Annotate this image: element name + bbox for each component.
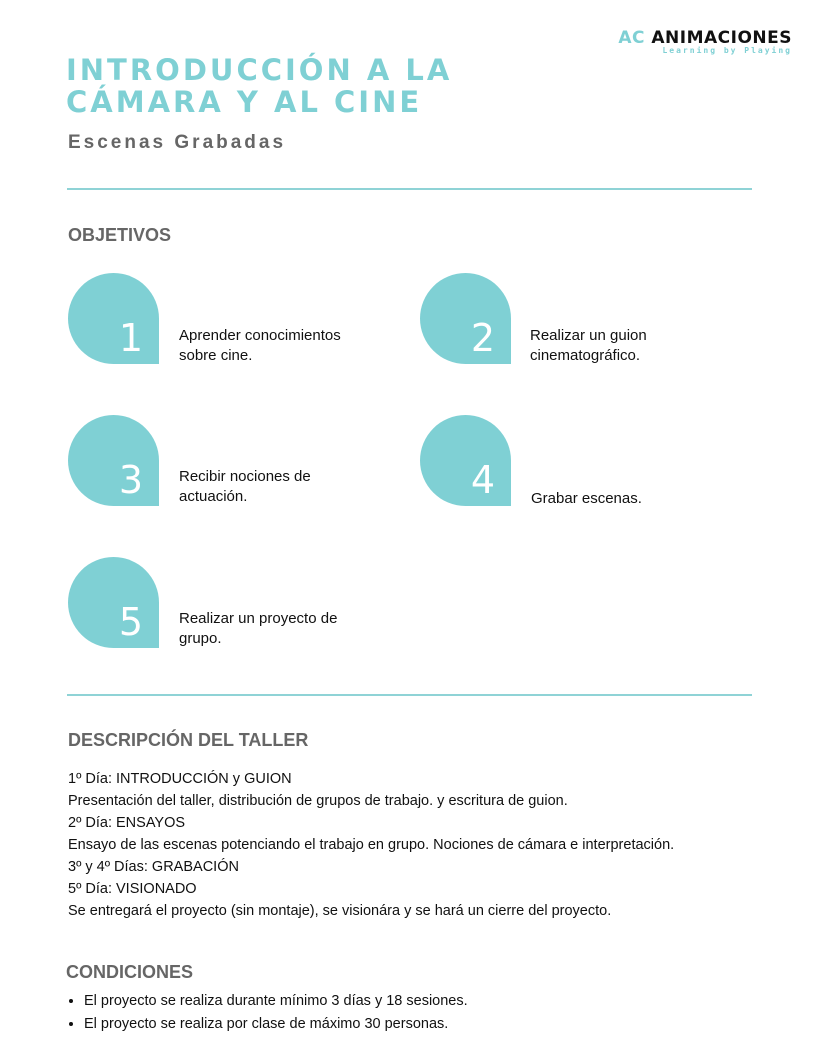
page-title xyxy=(66,54,452,118)
condition-item: • El proyecto se realiza por clase de máximo 30 personas. xyxy=(84,1013,468,1036)
description-line: 1º Día: INTRODUCCIÓN y GUION xyxy=(68,771,292,787)
objective-number: 4 xyxy=(470,458,495,502)
objective-text: Realizar un guion cinematográfico. xyxy=(530,327,647,364)
objective-number: 5 xyxy=(118,600,143,644)
number-drop-shape xyxy=(68,273,159,364)
description-heading: DESCRIPCIÓN DEL TALLER xyxy=(68,730,309,750)
number-drop-shape xyxy=(420,415,511,506)
objective-text: Realizar un proyecto de grupo. xyxy=(179,610,338,647)
conditions-list xyxy=(62,990,468,1036)
description-body xyxy=(68,768,754,922)
logo-name: ANIMACIONES xyxy=(651,28,792,48)
title-line-2: CÁMARA Y AL CINE xyxy=(66,85,423,119)
objective-number: 3 xyxy=(118,458,143,502)
page-subtitle: Escenas Grabadas xyxy=(68,132,287,153)
description-line: 5º Día: VISIONADO xyxy=(68,881,197,897)
description-line: 3º y 4º Días: GRABACIÓN xyxy=(68,859,239,875)
description-line: Presentación del taller, distribución de grupos de trabajo. y escritura de guion. xyxy=(68,793,568,809)
objective-text: Grabar escenas. xyxy=(531,490,642,507)
objective-number: 1 xyxy=(118,316,143,360)
logo-prefix: AC xyxy=(618,28,645,48)
objective-text: Recibir nociones de actuación. xyxy=(179,468,311,505)
conditions-heading: CONDICIONES xyxy=(66,962,194,982)
brand-logo xyxy=(618,28,792,48)
number-drop-shape xyxy=(68,557,159,648)
logo-tagline: Learning by Playing xyxy=(662,46,792,55)
number-drop-shape xyxy=(420,273,511,364)
description-line: 2º Día: ENSAYOS xyxy=(68,815,186,831)
objectives-heading: OBJETIVOS xyxy=(68,225,172,245)
divider-middle xyxy=(67,694,752,696)
description-line: Se entregará el proyecto (sin montaje), se visionára y se hará un cierre del proyecto. xyxy=(68,903,612,919)
description-line: Ensayo de las escenas potenciando el trabajo en grupo. Nociones de cámara e interpretación. xyxy=(68,837,675,853)
objective-number: 2 xyxy=(470,316,495,360)
divider-top xyxy=(67,188,752,190)
title-line-1: INTRODUCCIÓN A LA xyxy=(66,53,453,87)
number-drop-shape xyxy=(68,415,159,506)
condition-item: • El proyecto se realiza durante mínimo 3 días y 18 sesiones. xyxy=(84,990,468,1013)
objective-text: Aprender conocimientos sobre cine. xyxy=(179,327,341,364)
